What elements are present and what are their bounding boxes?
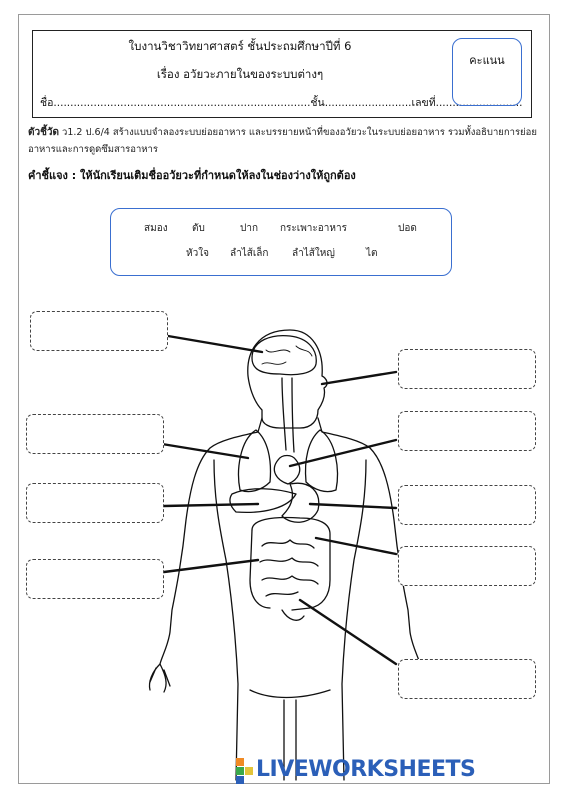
answer-box-brain[interactable] bbox=[30, 311, 168, 351]
heart-shape bbox=[274, 456, 299, 485]
worksheet-title: ใบงานวิชาวิทยาศาสตร์ ชั้นประถมศึกษาปีที่ 6 bbox=[128, 39, 352, 53]
answer-box-lung[interactable] bbox=[26, 414, 164, 454]
leader-line-mouth bbox=[322, 372, 396, 384]
leader-line-small-intestine bbox=[164, 560, 258, 572]
liver-shape bbox=[230, 489, 296, 513]
liveworksheets-logo-icon bbox=[236, 758, 254, 784]
answer-box-liver[interactable] bbox=[26, 483, 164, 523]
worksheet-subtitle: เรื่อง อวัยวะภายในของระบบต่างๆ bbox=[156, 67, 324, 81]
torso-outline bbox=[160, 418, 420, 664]
answer-box-stomach[interactable] bbox=[398, 485, 536, 525]
word-bank-item: ตับ bbox=[192, 223, 205, 234]
leader-line-stomach bbox=[310, 504, 396, 508]
word-bank-item: ปอด bbox=[398, 223, 417, 234]
leader-line-lung bbox=[162, 444, 248, 458]
student-info-line: ชื่อ.............................................................................ชั้น..........................เลขที่.......................... bbox=[40, 97, 523, 109]
word-bank-item: ลำไส้เล็ก bbox=[230, 248, 269, 259]
leader-line-brain bbox=[168, 336, 262, 352]
word-bank-item: กระเพาะอาหาร bbox=[280, 223, 347, 234]
word-bank-item: ปาก bbox=[240, 223, 259, 234]
small-intestine bbox=[260, 540, 318, 596]
indicator-body: ว1.2 ป.6/4 สร้างแบบจำลองระบบย่อยอาหาร และบรรยายหน้าที่ของอวัยวะในระบบย่อยอาหาร รวมทั้งอธิบายการย่อยอาหารและการดูดซึมสารอาหาร bbox=[28, 127, 537, 155]
word-bank-item: สมอง bbox=[144, 223, 168, 234]
word-bank-item: หัวใจ bbox=[186, 248, 209, 259]
liveworksheets-logo[interactable]: LIVEWORKSHEETS bbox=[256, 757, 476, 782]
lungs-left bbox=[239, 430, 271, 492]
esophagus bbox=[282, 378, 294, 452]
answer-box-heart[interactable] bbox=[398, 411, 536, 451]
head-outline bbox=[248, 330, 327, 428]
answer-box-large-intestine[interactable] bbox=[398, 546, 536, 586]
instruction-text: คำชี้แจง : ให้นักเรียนเติมชื่ออวัยวะที่กำหนดให้ลงในช่องว่างให้ถูกต้อง bbox=[28, 169, 356, 182]
left-hand bbox=[149, 664, 170, 692]
score-label: คะแนน bbox=[469, 54, 505, 67]
large-intestine bbox=[252, 518, 330, 611]
answer-box-small-intestine[interactable] bbox=[26, 559, 164, 599]
answer-box-mouth[interactable] bbox=[398, 349, 536, 389]
answer-box-kidney[interactable] bbox=[398, 659, 536, 699]
brain-outline bbox=[252, 336, 316, 375]
leader-line-liver bbox=[164, 504, 258, 506]
indicator-label: ตัวชี้วัด bbox=[28, 127, 60, 138]
word-bank-item: ลำไส้ใหญ่ bbox=[292, 248, 335, 259]
word-bank-item: ไต bbox=[366, 248, 378, 259]
